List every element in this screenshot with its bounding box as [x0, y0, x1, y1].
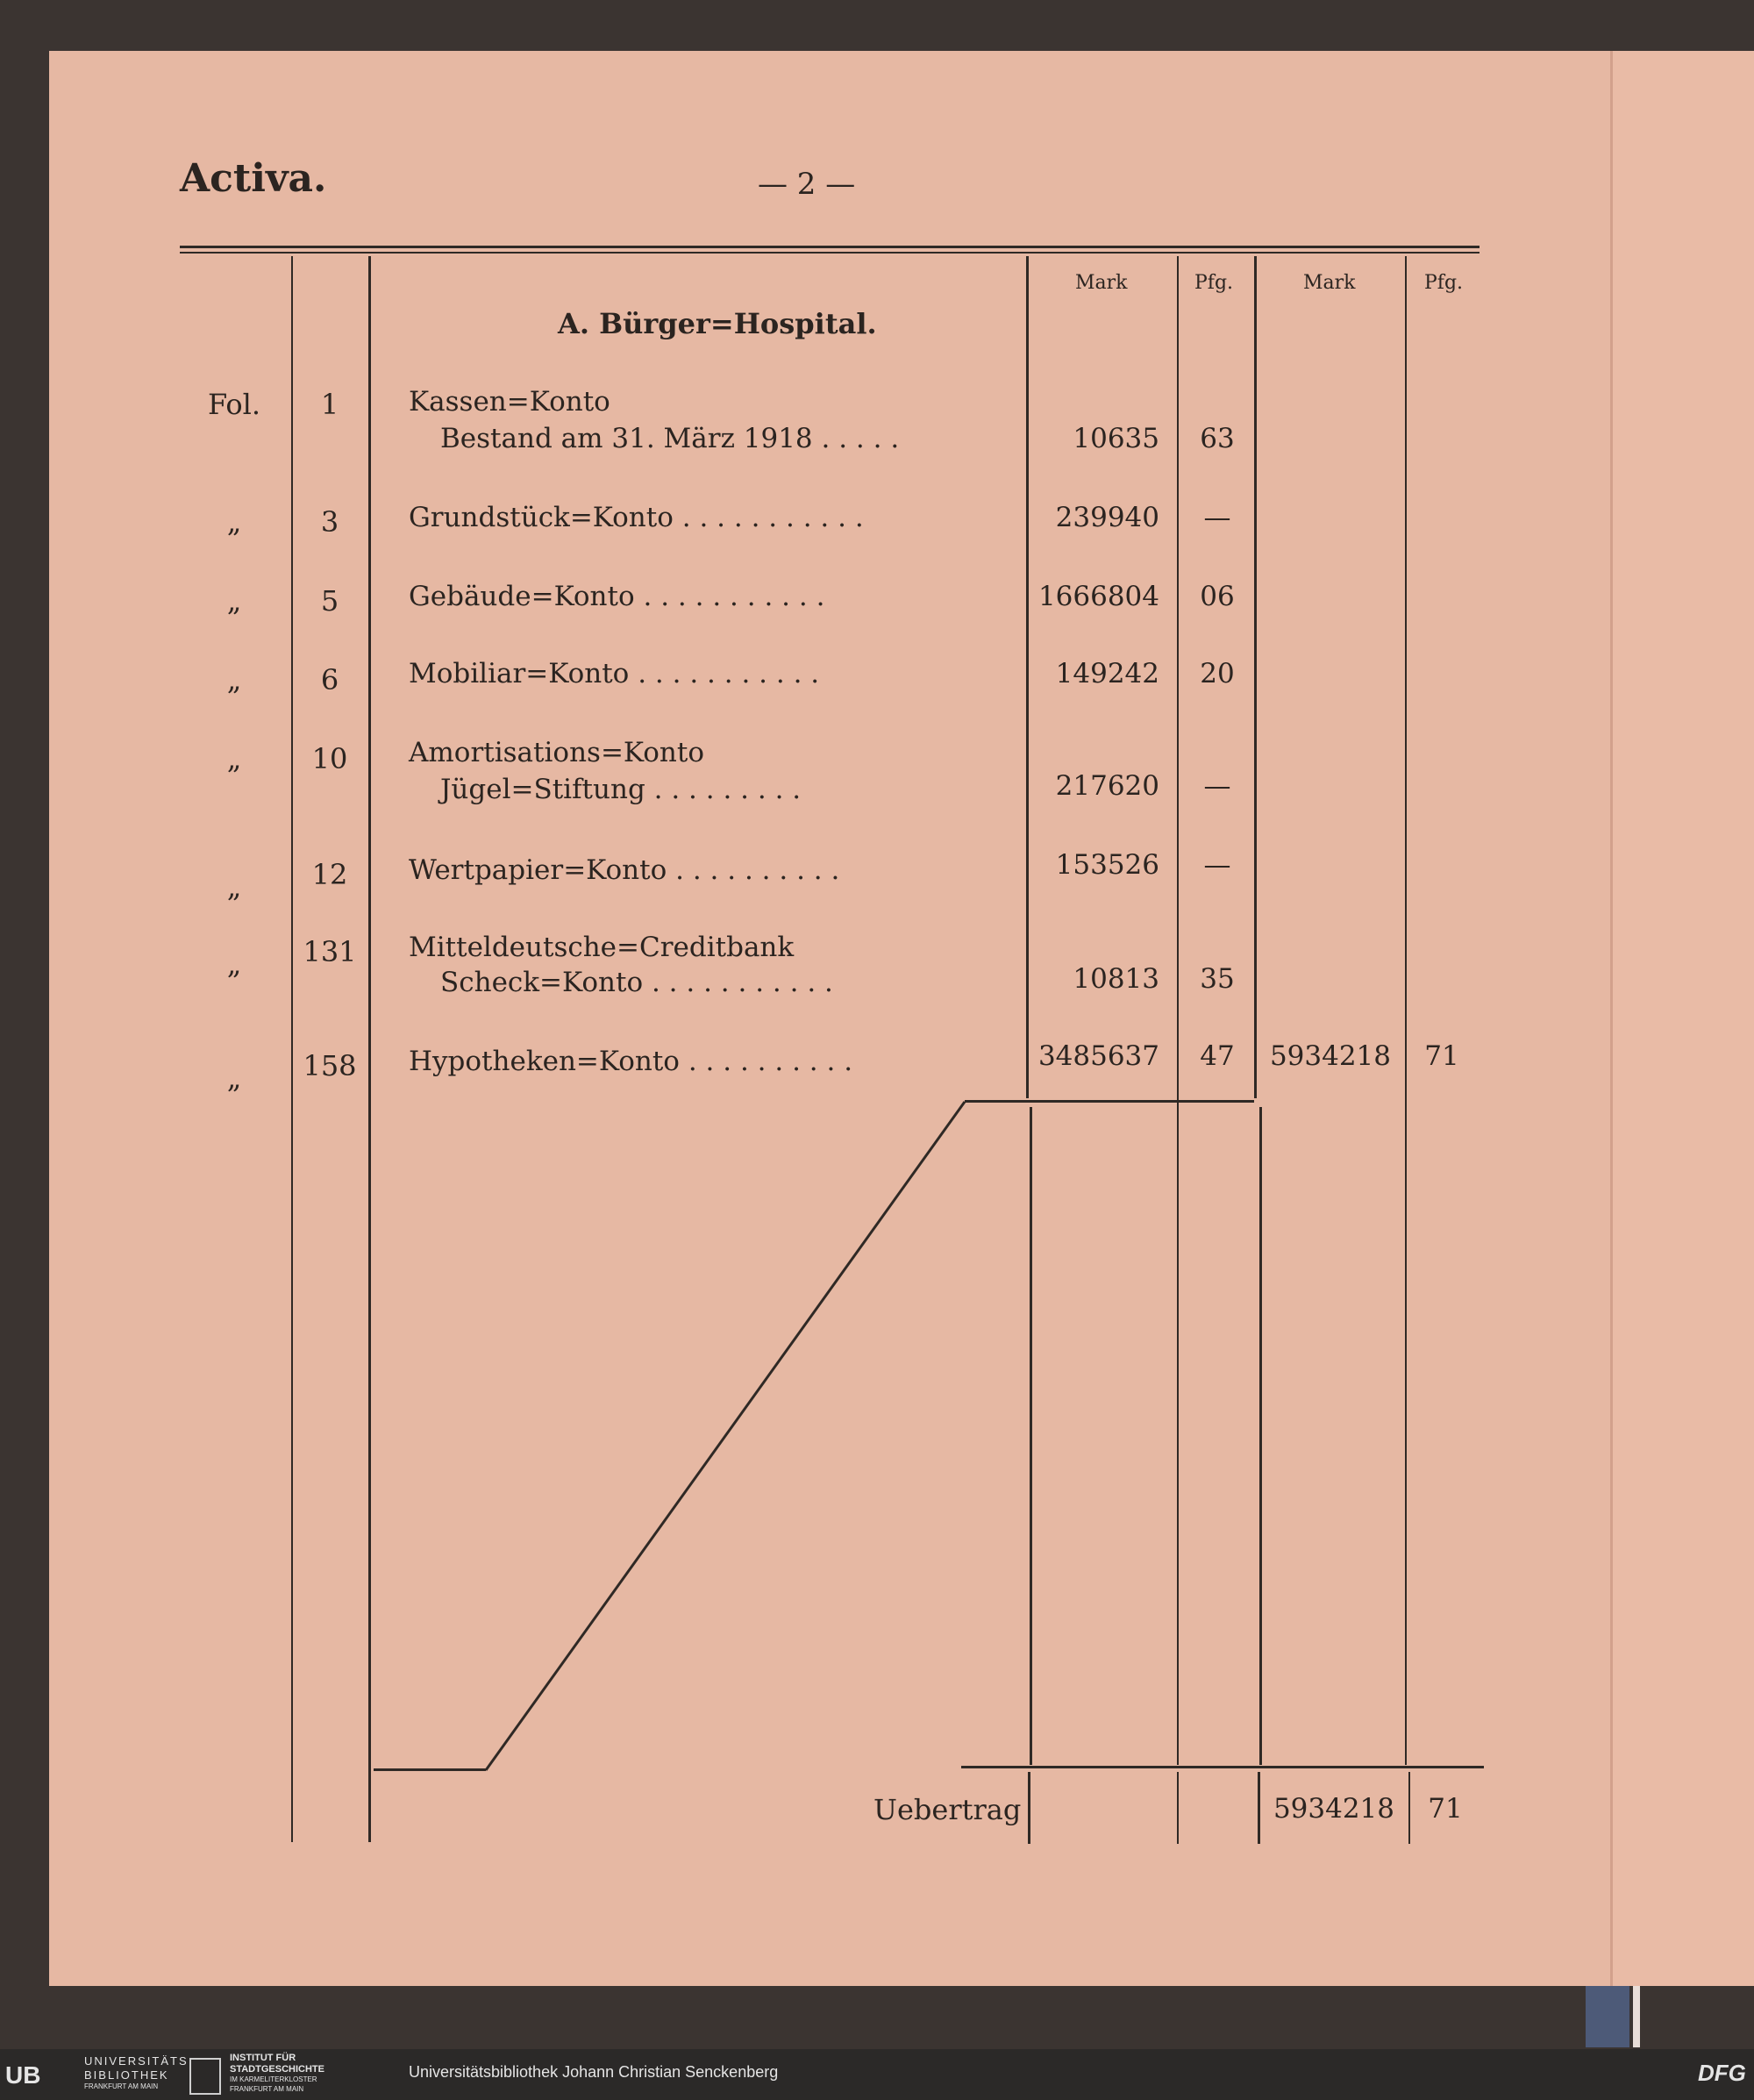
row-number: 12: [311, 858, 348, 891]
row-number: 158: [303, 1049, 357, 1082]
column-header-mark: Mark: [1075, 272, 1128, 294]
page-number: — 2 —: [758, 167, 856, 202]
row-pfg: 63: [1200, 423, 1235, 454]
row-number: 131: [303, 935, 357, 968]
institute-logo-icon: [189, 2058, 221, 2095]
ub-logo: [5, 2058, 75, 2091]
ub-logo-abbr: UB: [5, 2061, 41, 2089]
row-fol: „: [226, 947, 242, 981]
row-fol: „: [226, 584, 242, 618]
institute-line2: STADTGESCHICHTE: [230, 2064, 324, 2075]
row-mark: 10635: [1073, 423, 1159, 454]
row-pfg: —: [1203, 849, 1231, 881]
row-account: Mitteldeutsche=Creditbank: [409, 932, 795, 963]
row-mark: 217620: [1055, 770, 1159, 802]
column-header-pfg: Pfg.: [1194, 272, 1234, 294]
row-mark-total: 5934218: [1269, 1040, 1391, 1072]
row-pfg-total: 71: [1424, 1040, 1459, 1072]
ub-logo-line1: UNIVERSITÄTS: [84, 2054, 189, 2068]
row-mark: 239940: [1055, 502, 1159, 533]
row-fol: Fol.: [207, 388, 261, 421]
row-account-sub: Bestand am 31. März 1918 . . . . .: [440, 423, 900, 454]
dfg-logo: DFG: [1698, 2060, 1746, 2086]
row-number: 5: [320, 584, 339, 618]
row-fol: „: [226, 742, 242, 775]
row-account: Grundstück=Konto . . . . . . . . . . .: [409, 502, 864, 533]
row-account-sub: Scheck=Konto . . . . . . . . . . .: [440, 967, 833, 998]
row-mark: 153526: [1055, 849, 1159, 881]
institute-line4: FRANKFURT AM MAIN: [230, 2085, 304, 2093]
row-pfg: —: [1203, 502, 1231, 533]
row-account: Kassen=Konto: [409, 386, 610, 418]
row-fol: „: [226, 663, 242, 696]
row-mark: 149242: [1055, 658, 1159, 689]
row-mark: 3485637: [1037, 1040, 1159, 1072]
section-title: A. Bürger=Hospital.: [558, 307, 877, 340]
page-title: Activa.: [180, 156, 327, 201]
viewer-footer: [0, 2049, 1754, 2100]
row-fol: „: [226, 505, 242, 539]
institute-line3: IM KARMELITERKLOSTER: [230, 2075, 317, 2083]
row-pfg: 20: [1200, 658, 1235, 689]
column-header-mark-total: Mark: [1303, 272, 1356, 294]
row-pfg: 47: [1200, 1040, 1235, 1072]
row-fol: „: [226, 870, 242, 904]
row-number: 10: [311, 742, 348, 775]
row-fol: „: [226, 1061, 242, 1095]
row-account: Amortisations=Konto: [409, 737, 704, 768]
row-pfg: —: [1203, 770, 1231, 802]
row-account: Gebäude=Konto . . . . . . . . . . .: [409, 581, 825, 612]
row-account: Hypotheken=Konto . . . . . . . . . .: [409, 1046, 853, 1077]
column-header-pfg-total: Pfg.: [1424, 272, 1464, 294]
ub-logo-line2: BIBLIOTHEK: [84, 2068, 169, 2082]
row-account: Mobiliar=Konto . . . . . . . . . . .: [409, 658, 820, 689]
row-mark: 10813: [1073, 963, 1159, 995]
row-number: 3: [320, 505, 339, 539]
ub-logo-line3: FRANKFURT AM MAIN: [84, 2082, 159, 2090]
row-pfg: 35: [1200, 963, 1235, 995]
institute-line1: INSTITUT FÜR: [230, 2053, 296, 2063]
row-number: 1: [320, 388, 339, 421]
carry-label: Uebertrag: [873, 1793, 1022, 1826]
carry-mark-total: 5934218: [1273, 1793, 1394, 1825]
row-account: Wertpapier=Konto . . . . . . . . . .: [409, 854, 840, 886]
library-name: Universitätsbibliothek Johann Christian Senckenberg: [409, 2063, 779, 2081]
row-account-sub: Jügel=Stiftung . . . . . . . . .: [440, 774, 802, 805]
row-number: 6: [320, 663, 339, 696]
carry-pfg-total: 71: [1428, 1793, 1463, 1825]
row-pfg: 06: [1200, 581, 1235, 612]
row-mark: 1666804: [1037, 581, 1159, 612]
